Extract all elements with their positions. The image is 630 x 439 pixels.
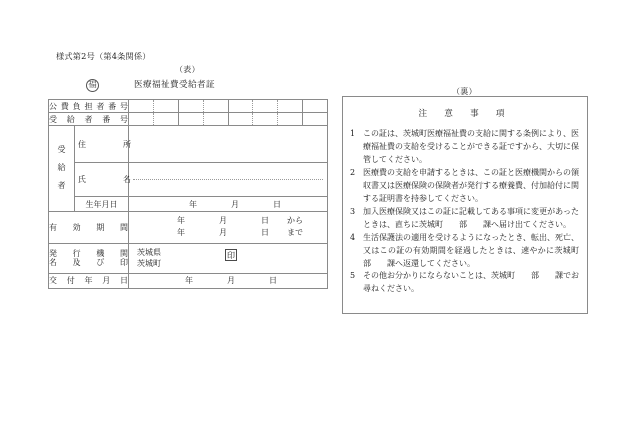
recipient-group-label (49, 126, 75, 212)
note-text: 生活保護法の適用を受けるようになったとき、転出、死亡、又はこの証の有効期間を経過したときは、速やかに茨城町 部 課へ返還してください。 (363, 232, 595, 268)
certificate-title: 医療福祉費受給者証 (134, 80, 215, 90)
note-text: その他お分かりにならないことは、茨城町 部 課でお尋ねください。 (363, 271, 579, 294)
notes-heading-text: 注 意 事 項 (418, 109, 505, 119)
recipient-group-char-3: 者 (57, 180, 66, 190)
note-number: 3 (350, 206, 356, 216)
issuer-label-line-2: 名 及 び 印 (49, 258, 128, 268)
valid-period-lines (129, 212, 327, 243)
issuer-field[interactable] (129, 243, 328, 273)
valid-period-to-line (129, 227, 327, 239)
front-side-label: （表） (175, 65, 200, 74)
number-cell[interactable] (229, 100, 254, 112)
note-item (350, 270, 579, 296)
name-field[interactable] (129, 163, 328, 197)
seal-stamp-box: 印 (227, 250, 235, 260)
birthdate-month-token: 月 (231, 199, 239, 209)
period-to-day-token: 日 (261, 228, 269, 238)
certificate-back-panel (342, 96, 595, 314)
issue-date-year-token: 年 (185, 276, 193, 286)
recipient-number-label (49, 113, 129, 126)
note-text: 加入医療保険又はこの証に記載してある事項に変更があったときは、直ちに茨城町 部 課へ届け出てください。 (363, 206, 579, 229)
name-label-text: 氏 名 (78, 175, 131, 184)
number-cell[interactable] (253, 113, 278, 125)
note-item (350, 232, 595, 271)
number-cell[interactable] (229, 113, 254, 125)
number-cell[interactable] (303, 113, 327, 125)
issuer-prefecture: 茨城県 (137, 247, 161, 257)
issue-date-field[interactable] (129, 273, 328, 288)
recipient-number-field[interactable] (129, 113, 328, 126)
period-from-year-token: 年 (177, 216, 185, 225)
public-payer-number-label-text: 公 費 負 担 者 番 号 (49, 101, 128, 111)
note-number: 4 (350, 232, 356, 242)
number-cell[interactable] (278, 100, 303, 112)
note-text: 医療費の支給を申請するときは、この証と医療機関からの領収書又は医療保険の保険者が発行する療養費、付加給付に関する証明書を持参してください。 (363, 167, 579, 203)
valid-period-from-line (129, 215, 327, 227)
valid-period-label-text: 有 効 期 間 (49, 222, 128, 232)
recipient-number-cells[interactable] (129, 113, 327, 125)
table-row (49, 243, 328, 273)
birthdate-date-line (129, 199, 327, 210)
number-cell[interactable] (179, 100, 204, 112)
number-cell[interactable] (278, 113, 303, 125)
address-field[interactable] (129, 126, 328, 163)
number-cell[interactable] (204, 113, 229, 125)
recipient-group-char-1: 受 (57, 145, 66, 155)
period-from-suffix: から (287, 216, 303, 225)
birthdate-year-token: 年 (189, 199, 197, 209)
issuer-content (129, 244, 327, 273)
birthdate-label: 生年月日 (75, 197, 129, 212)
number-cell[interactable] (129, 100, 154, 112)
issue-date-month-token: 月 (227, 276, 235, 286)
number-cell[interactable] (129, 113, 154, 125)
note-item (350, 167, 579, 206)
period-to-month-token: 月 (219, 228, 227, 238)
certificate-front-table (48, 99, 328, 289)
name-writing-guide (133, 179, 323, 180)
number-cell[interactable] (154, 100, 179, 112)
table-row (49, 212, 328, 244)
address-label-text: 住 所 (78, 139, 131, 149)
issue-date-line (129, 275, 327, 286)
issuer-label (49, 243, 129, 273)
table-row (49, 100, 328, 113)
note-number: 5 (350, 271, 356, 281)
back-side-label: （裏） (452, 87, 477, 96)
circled-fuku-icon: 福 (86, 79, 99, 92)
number-cell[interactable] (253, 100, 278, 112)
valid-period-label (49, 212, 129, 244)
public-payer-number-label (49, 100, 129, 113)
birthdate-field[interactable] (129, 197, 328, 212)
table-row (49, 113, 328, 126)
number-cell[interactable] (204, 100, 229, 112)
number-cell[interactable] (179, 113, 204, 125)
issuer-town: 茨城町 (137, 259, 161, 269)
note-item (350, 206, 579, 232)
note-number: 1 (350, 129, 356, 138)
note-text: この証は、茨城町医療福祉費の支給に関する条例により、医療福祉費の支給を受けることができる証ですから、大切に保管してください。 (363, 129, 579, 164)
period-from-month-token: 月 (219, 216, 227, 225)
valid-period-field[interactable] (129, 212, 328, 244)
table-row (49, 163, 328, 197)
form-number: 様式第2号（第4条関係） (56, 51, 151, 61)
period-to-suffix: まで (287, 228, 303, 238)
table-row (49, 273, 328, 288)
number-cell[interactable] (154, 113, 179, 125)
table-row (49, 197, 328, 212)
issue-date-label-text: 交 付 年 月 日 (49, 276, 128, 286)
issuer-label-line-1: 発 行 機 関 (49, 248, 128, 258)
issue-date-label (49, 273, 129, 288)
period-to-year-token: 年 (177, 228, 185, 238)
recipient-group-char-2: 給 (57, 163, 66, 173)
number-cell[interactable] (303, 100, 327, 112)
issue-date-day-token: 日 (269, 276, 277, 286)
birthdate-day-token: 日 (273, 199, 281, 209)
name-label (75, 163, 129, 197)
table-row (49, 126, 328, 163)
certificate-title-row (56, 78, 328, 96)
note-item (350, 128, 579, 167)
address-label (75, 126, 129, 163)
note-number: 2 (350, 167, 356, 177)
public-payer-number-cells[interactable] (129, 100, 327, 112)
recipient-number-label-text: 受 給 者 番 号 (49, 114, 128, 124)
notes-heading (350, 107, 579, 119)
period-from-day-token: 日 (261, 216, 269, 225)
public-payer-number-field[interactable] (129, 100, 328, 113)
